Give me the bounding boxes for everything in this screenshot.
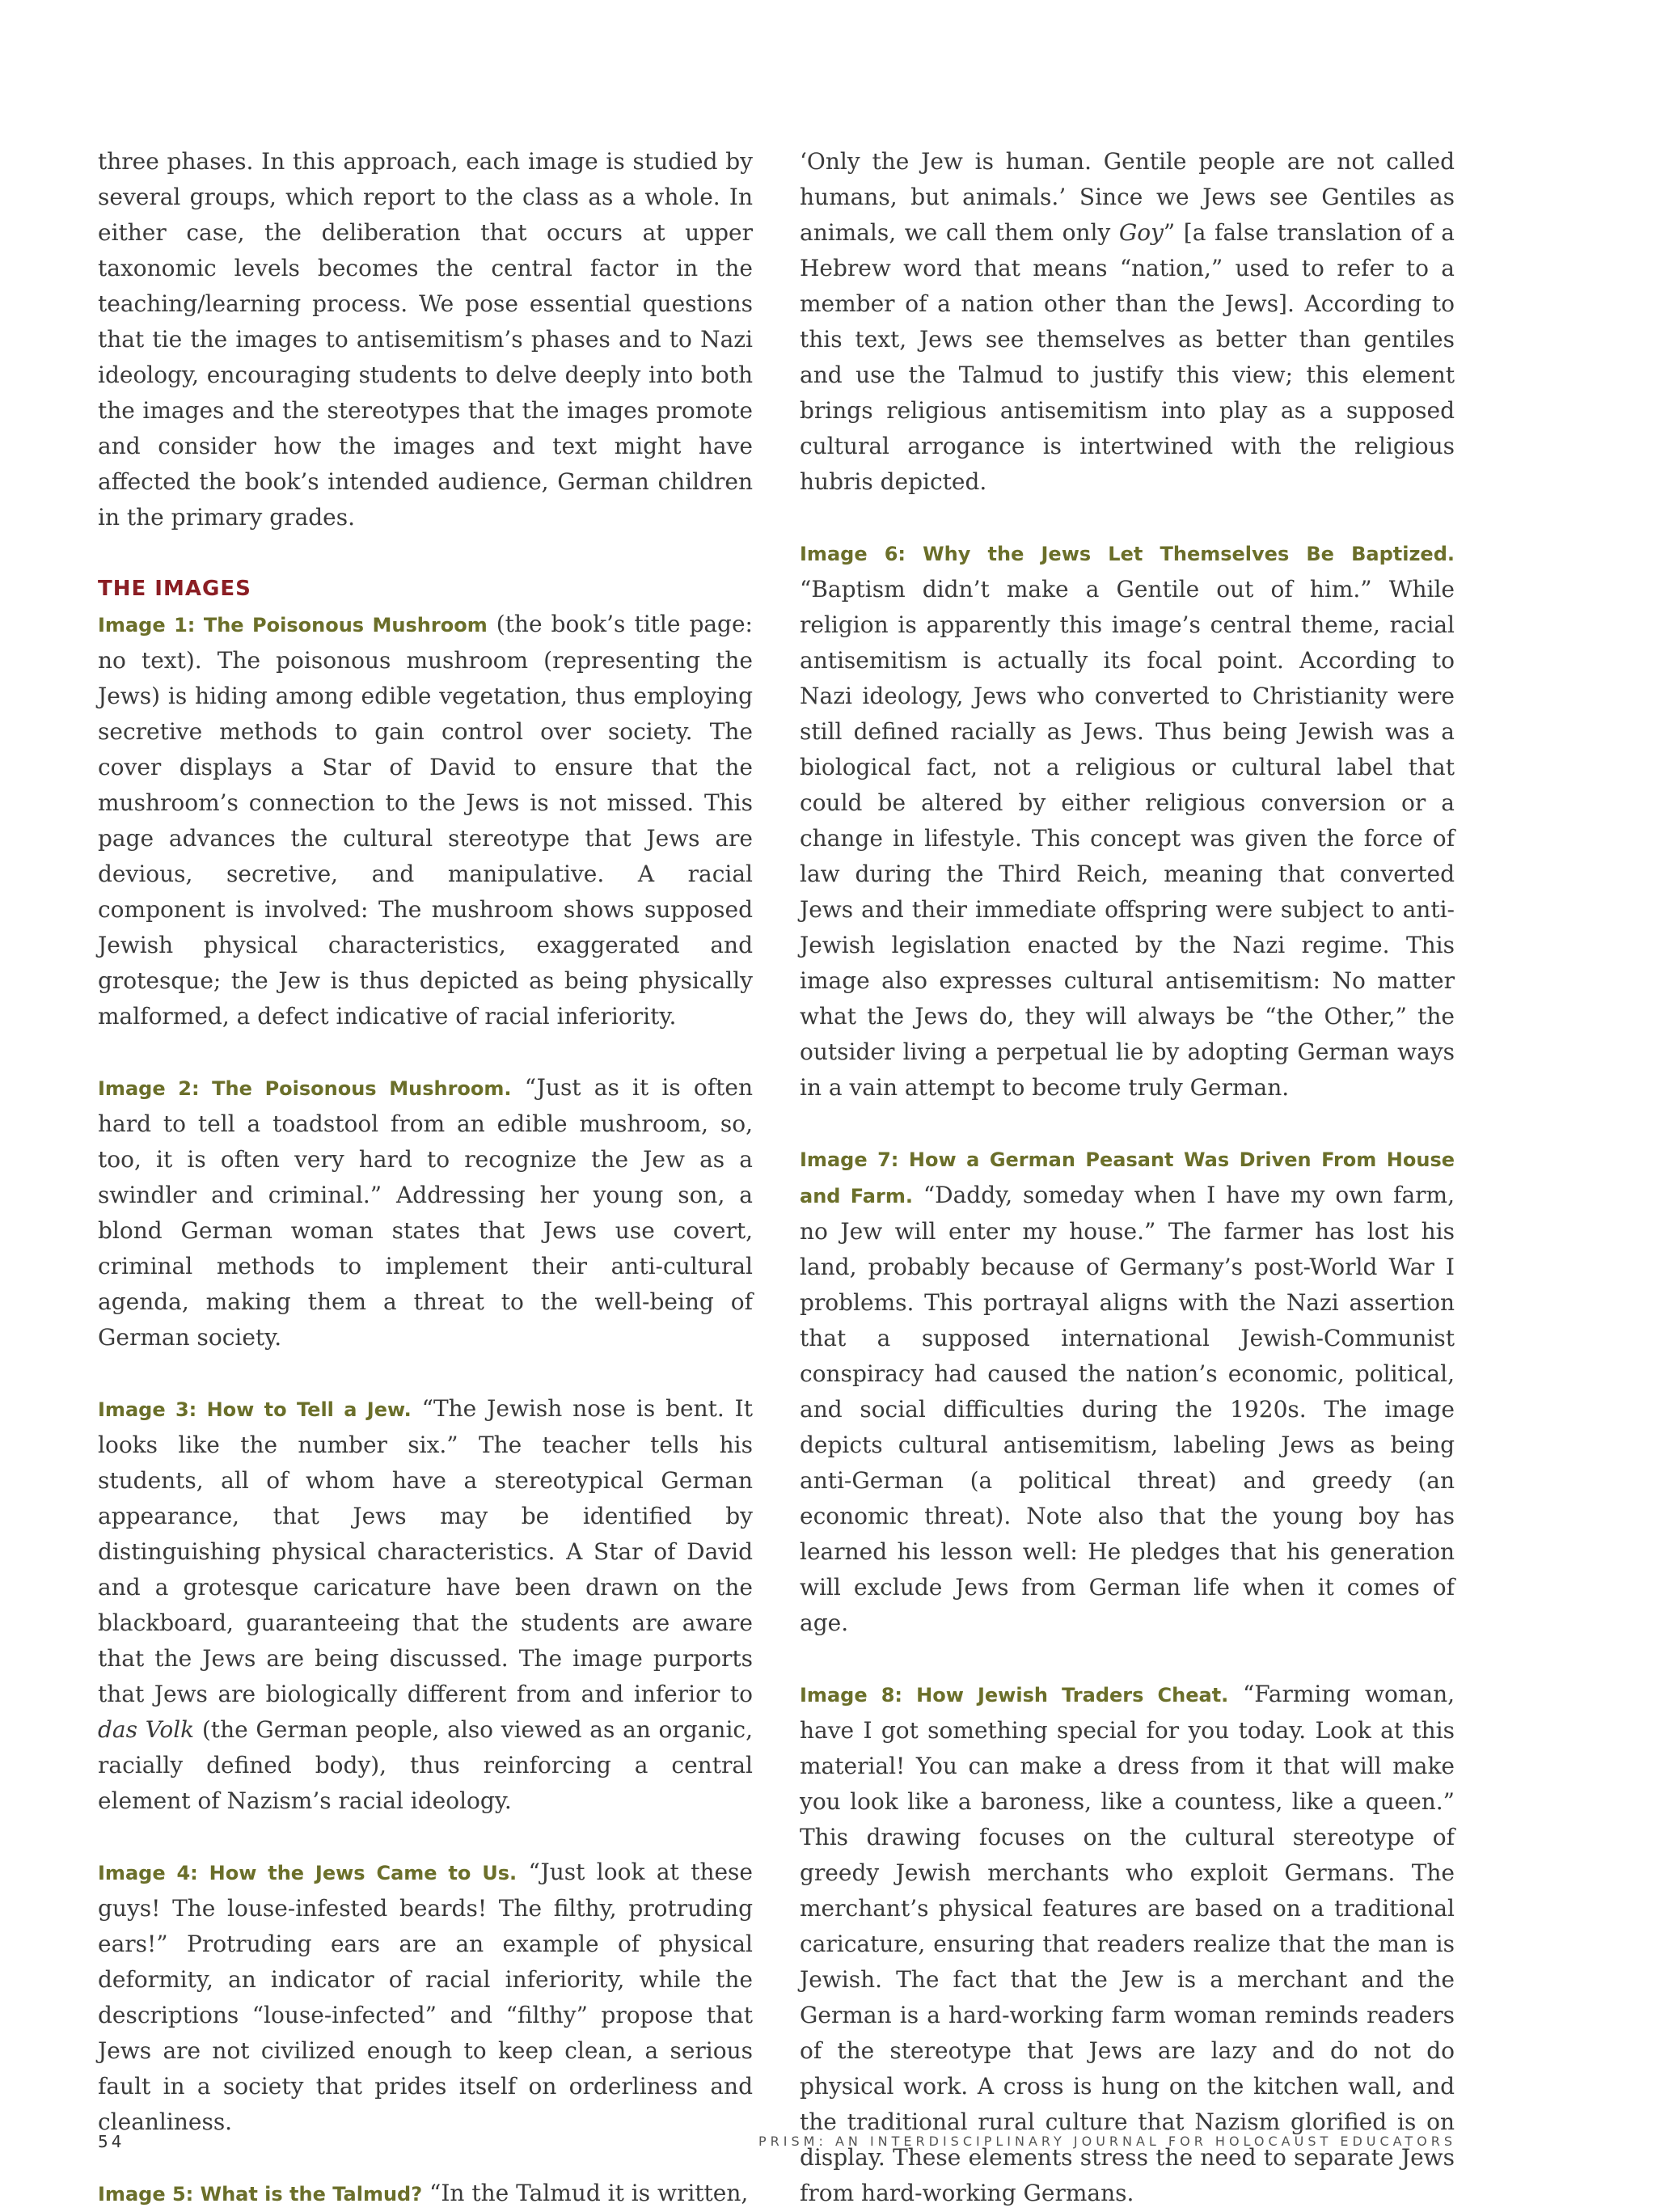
image3-text-after: (the German people, also viewed as an organic, racially defined body), thus reinforcing a central element of Nazism’s racial ideology. xyxy=(98,1716,753,1814)
image5-cont-text-after: ” [a false translation of a Hebrew word that means “nation,” used to refer to a member of a nation other than the Jews]. According to this text, Jews see themselves as better than gentiles and use the Talmud to justify this view; this element brings religious antisemitism into play as a supposed cultural arrogance is intertwined with the religious hubris depicted. xyxy=(800,219,1455,495)
image6-text: “Baptism didn’t make a Gentile out of him.” While religion is apparently this image’s central theme, racial antisemitism is actually its focal point. According to Nazi ideology, Jews who converted to Christianity were still defined racially as Jews. Thus being Jewish was a biological fact, not a religious or cultural label that could be altered by either religious conversion or a change in lifestyle. This concept was given the force of law during the Third Reich, meaning that converted Jews and their immediate offspring were subject to anti-Jewish legislation enacted by the Nazi regime. This image also expresses cultural antisemitism: No matter what the Jews do, they will always be “the Other,” the outsider living a perpetual lie by adopting German ways in a vain attempt to become truly German. xyxy=(800,576,1455,1101)
image5-text: “In the Talmud it is written, xyxy=(422,2180,749,2206)
image3-text-before: “The Jewish nose is bent. It looks like the number six.” The teacher tells his students, all of whom have a stereotypical German appearance, that Jews may be identified by distinguishing physical characteristics. A Star of David and a grotesque caricature have been drawn on the blackboard, guaranteeing that the students are aware that the Jews are being discussed. The image purports that Jews are biologically different from and inferior to xyxy=(98,1395,753,1707)
image7-paragraph xyxy=(800,1141,1455,1641)
image3-paragraph xyxy=(98,1391,753,1819)
image4-text: “Just look at these guys! The louse-infested beards! The filthy, protruding ears!” Protruding ears are an example of physical deformity, an indicator of racial inferiority, while the descriptions “louse-infected” and “filthy” propose that Jews are not civilized enough to keep clean, a serious fault in a society that prides itself on orderliness and cleanliness. xyxy=(98,1859,753,2135)
image6-paragraph xyxy=(800,535,1455,1106)
journal-title: PRISM: AN INTERDISCIPLINARY JOURNAL FOR HOLOCAUST EDUCATORS xyxy=(758,2134,1456,2149)
right-column xyxy=(800,144,1455,2211)
image1-lead: Image 1: The Poisonous Mushroom xyxy=(98,614,488,637)
section-heading-the-images: THE IMAGES xyxy=(98,577,251,601)
image3-lead: Image 3: How to Tell a Jew. xyxy=(98,1398,412,1421)
image5-paragraph xyxy=(98,2176,753,2212)
image8-text: “Farming woman, have I got something special for you today. Look at this material! You can make a dress from it that will make you look like a baroness, like a countess, like a queen.” This drawing focuses on the cultural stereotype of greedy Jewish merchants who exploit Germans. The merchant’s physical features are based on a traditional caricature, ensuring that readers realize that the man is Jewish. The fact that the Jew is a merchant and the German is a hard-working farm woman reminds readers of the stereotype that Jews are lazy and do not do physical work. A cross is hung on the kitchen wall, and the traditional rural culture that Nazism glorified is on display. These elements stress the need to separate Jews from hard-working Germans. xyxy=(800,1681,1455,2206)
image2-lead: Image 2: The Poisonous Mushroom. xyxy=(98,1077,512,1100)
image4-paragraph xyxy=(98,1855,753,2140)
page-number: 54 xyxy=(98,2132,125,2151)
image6-lead: Image 6: Why the Jews Let Themselves Be Baptized. xyxy=(800,543,1455,565)
image1-paragraph xyxy=(98,607,753,1034)
image3-italic-term: das Volk xyxy=(98,1716,195,1743)
image8-paragraph xyxy=(800,1677,1455,2211)
image7-lead: Image 7: How a German Peasant Was Driven From House and Farm. xyxy=(800,1148,1455,1208)
image5-continued-paragraph xyxy=(800,144,1455,500)
image5-cont-italic-term: Goy xyxy=(1118,219,1164,246)
image2-paragraph xyxy=(98,1070,753,1356)
image7-text: “Daddy, someday when I have my own farm, no Jew will enter my house.” The farmer has lost his land, probably because of Germany’s post-World War I problems. This portrayal aligns with the Nazi assertion that a supposed international Jewish-Communist conspiracy had caused the nation’s economic, political, and social difficulties during the 1920s. The image depicts cultural antisemitism, labeling Jews as being anti-German (a political threat) and greedy (an economic threat). Note also that the young boy has learned his lesson well: He pledges that his generation will exclude Jews from German life when it comes of age. xyxy=(800,1182,1455,1636)
left-column xyxy=(98,144,753,2212)
image5-lead: Image 5: What is the Talmud? xyxy=(98,2183,423,2206)
image8-lead: Image 8: How Jewish Traders Cheat. xyxy=(800,1684,1229,1707)
image2-text: “Just as it is often hard to tell a toadstool from an edible mushroom, so, too, it is often very hard to recognize the Jew as a swindler and criminal.” Addressing her young son, a blond German woman states that Jews use covert, criminal methods to implement their anti-cultural agenda, making them a threat to the well-being of German society. xyxy=(98,1074,754,1351)
image4-lead: Image 4: How the Jews Came to Us. xyxy=(98,1862,518,1884)
image5-cont-text-before: ‘Only the Jew is human. Gentile people are not called humans, but animals.’ Since we Jews see Gentiles as animals, we call them only xyxy=(800,148,1455,246)
intro-paragraph: three phases. In this approach, each image is studied by several groups, which report to the class as a whole. In either case, the deliberation that occurs at upper taxonomic levels becomes the central factor in the teaching/learning process. We pose essential questions that tie the images to antisemitism’s phases and to Nazi ideology, encouraging students to delve deeply into both the images and the stereotypes that the images promote and consider how the images and text might have affected the book’s intended audience, German children in the primary grades. xyxy=(98,148,753,531)
image1-text: (the book’s title page: no text). The poisonous mushroom (representing the Jews) is hiding among edible vegetation, thus employing secretive methods to gain control over society. The cover displays a Star of David to ensure that the mushroom’s connection to the Jews is not missed. This page advances the cultural stereotype that Jews are devious, secretive, and manipulative. A racial component is involved: The mushroom shows supposed Jewish physical characteristics, exaggerated and grotesque; the Jew is thus depicted as being physically malformed, a defect indicative of racial inferiority. xyxy=(98,611,753,1030)
